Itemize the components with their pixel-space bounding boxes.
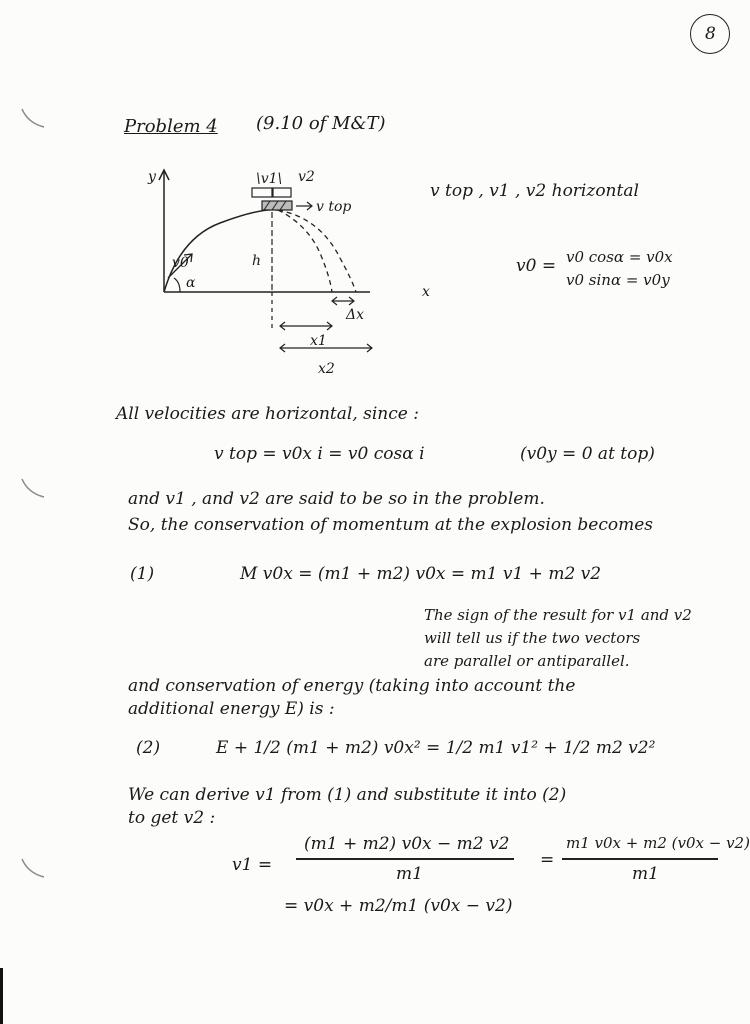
page-number: 8 xyxy=(690,14,730,54)
problem-title: Problem 4 xyxy=(124,116,218,137)
axis-y-label: y xyxy=(148,169,156,185)
text-line: and v1 , and v2 are said to be so in the problem. xyxy=(128,489,545,509)
text-line: All velocities are horizontal, since : xyxy=(116,404,419,424)
h-label: h xyxy=(252,253,262,269)
equation-equals: = xyxy=(540,850,555,870)
text-line: to get v2 : xyxy=(128,808,216,828)
problem-reference: (9.10 of M&T) xyxy=(256,113,386,134)
side-note: The sign of the result for v1 and v2 xyxy=(424,606,692,624)
dx-label: Δx xyxy=(346,307,365,323)
margin-mark xyxy=(0,105,44,135)
equation-v1-denominator: m1 xyxy=(396,864,423,884)
v1-label: \v1\ xyxy=(256,171,283,187)
equation-label: (2) xyxy=(136,738,161,758)
v0-label: v0 xyxy=(172,255,189,271)
text-line: We can derive v1 from (1) and substitute it into (2) xyxy=(128,785,567,805)
equation-vtop-note: (v0y = 0 at top) xyxy=(520,444,655,464)
equation-label: (1) xyxy=(130,564,155,584)
v2-label: v2 xyxy=(298,169,315,185)
text-line: and conservation of energy (taking into account the xyxy=(128,676,576,696)
alpha-label: α xyxy=(186,275,196,291)
text-line: So, the conservation of momentum at the explosion becomes xyxy=(128,515,654,535)
axis-x-label: x xyxy=(422,284,430,300)
trajectory-diagram xyxy=(140,158,440,388)
equation-v1-denominator-2: m1 xyxy=(632,864,659,884)
equation-v1-numerator-2: m1 v0x + m2 (v0x − v2) xyxy=(566,834,750,852)
margin-mark xyxy=(0,475,44,505)
vtop-label: v top xyxy=(316,199,352,215)
side-note: will tell us if the two vectors xyxy=(424,629,641,647)
fraction-bar xyxy=(562,858,718,860)
equation-momentum: M v0x = (m1 + m2) v0x = m1 v1 + m2 v2 xyxy=(240,564,602,584)
text-line: additional energy E) is : xyxy=(128,699,335,719)
x2-label: x2 xyxy=(318,361,335,377)
note-v0-sin: v0 sinα = v0y xyxy=(566,271,670,289)
side-note: are parallel or antiparallel. xyxy=(424,652,630,670)
equation-vtop: v top = v0x i = v0 cosα i xyxy=(214,444,425,464)
page-edge-shadow xyxy=(0,968,3,1024)
equation-energy: E + 1/2 (m1 + m2) v0x² = 1/2 m1 v1² + 1/2 m2 v2² xyxy=(216,738,656,758)
equation-v1-lhs: v1 = xyxy=(232,855,273,875)
equation-v1-numerator: (m1 + m2) v0x − m2 v2 xyxy=(304,834,510,854)
note-v0: v0 = xyxy=(516,256,557,276)
note-v0-cos: v0 cosα = v0x xyxy=(566,248,673,266)
margin-mark xyxy=(0,855,44,885)
equation-v1-simplified: = v0x + m2/m1 (v0x − v2) xyxy=(284,896,513,916)
fraction-bar xyxy=(296,858,514,860)
note-horizontal: v top , v1 , v2 horizontal xyxy=(430,181,639,201)
x1-label: x1 xyxy=(310,333,327,349)
